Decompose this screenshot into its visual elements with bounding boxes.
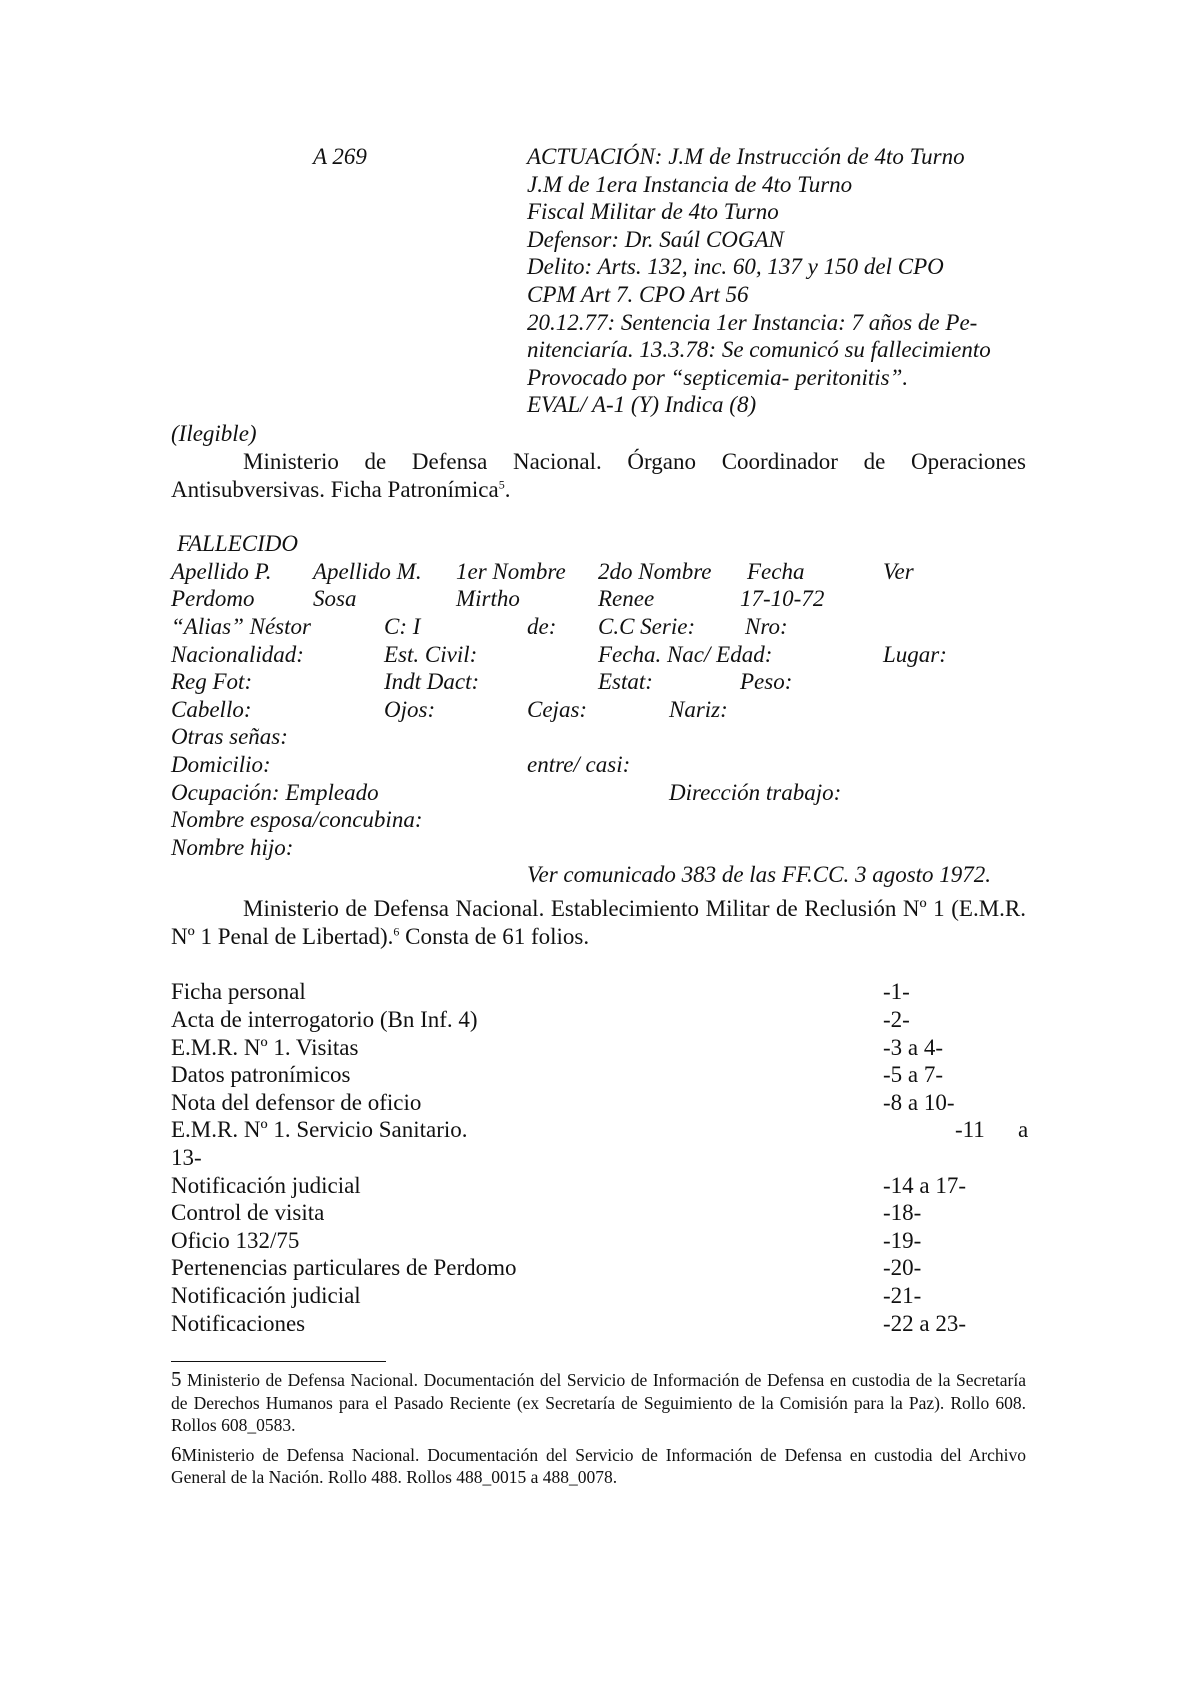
value-apellido-p: Perdomo — [171, 586, 255, 612]
footnote-ref: 5 — [498, 476, 505, 491]
label-nombre-hijo: Nombre hijo: — [171, 834, 294, 860]
label-peso: Peso: — [740, 669, 793, 695]
label-nacionalidad: Nacionalidad: — [171, 641, 304, 667]
label-de: de: — [527, 613, 557, 639]
folios-list — [171, 978, 1029, 1337]
value-nombre-2: Renee — [598, 586, 655, 612]
label-nombre-1: 1er Nombre — [456, 558, 566, 584]
list-item — [171, 1282, 1026, 1310]
footnote-6 — [171, 1443, 1026, 1489]
list-item — [171, 1254, 1026, 1282]
actuacion-line: 20.12.77: Sentencia 1er Instancia: 7 años de Pe- — [527, 309, 978, 335]
label-est-civil: Est. Civil: — [384, 641, 478, 667]
actuacion-line: Provocado por “septicemia- peritonitis”. — [527, 364, 909, 390]
footnote-ref: 6 — [393, 924, 400, 939]
actuacion-line: ACTUACIÓN: J.M de Instrucción de 4to Turno — [527, 144, 965, 169]
footnote-5 — [171, 1368, 1026, 1437]
label-entre-casi: entre/ casi: — [527, 751, 631, 777]
status-fallecido: FALLECIDO — [177, 531, 298, 557]
footnote-number: 6 — [171, 1441, 182, 1466]
actuacion-line: J.M de 1era Instancia de 4to Turno — [527, 171, 853, 197]
folio-pages: a — [1018, 1117, 1029, 1143]
paragraph-end: . — [504, 476, 511, 502]
label-nombre-esposa: Nombre esposa/concubina: — [171, 807, 423, 833]
folio-label: Notificaciones — [171, 1310, 306, 1336]
folio-label: E.M.R. Nº 1. Servicio Sanitario. — [171, 1117, 468, 1143]
label-fecha-nac: Fecha. Nac/ Edad: — [598, 641, 773, 667]
file-header — [171, 143, 1026, 446]
actuacion-line: nitenciaría. 13.3.78: Se comunicó su fallecimiento — [527, 337, 991, 363]
list-item — [171, 1089, 1026, 1117]
list-item — [171, 1172, 1026, 1200]
folio-label: Control de visita — [171, 1200, 325, 1226]
label-apellido-p: Apellido P. — [171, 558, 272, 584]
folio-pages: -21- — [883, 1282, 922, 1308]
list-item — [171, 1034, 1026, 1062]
folio-pages: -2- — [883, 1006, 910, 1032]
label-reg-fot: Reg Fot: — [171, 669, 253, 695]
folio-pages: -5 a 7- — [883, 1062, 944, 1088]
folio-label: Ficha personal — [171, 979, 306, 1005]
label-otras-senas: Otras señas: — [171, 724, 288, 750]
footnote-text: Ministerio de Defensa Nacional. Documentación del Servicio de Información de Defensa en custodia de la Secretaría de Derechos Humanos para el Pasado Reciente (ex Secretaría de Seguimiento de la Comisión para la Paz). Rollo 608. Rollos 608_0583. — [171, 1370, 1026, 1436]
list-item-continuation — [171, 1144, 1026, 1172]
list-item — [171, 1227, 1026, 1255]
list-item — [171, 1310, 1026, 1338]
list-item — [171, 1061, 1026, 1089]
paragraph-text: Ministerio de Defensa Nacional. Establecimiento Militar de Reclusión Nº 1 (E.M.R. Nº 1 Penal de Libertad). — [171, 896, 1026, 949]
illegible-note: (Ilegible) — [171, 421, 257, 446]
folio-pages: 13- — [171, 1144, 202, 1170]
ver-comunicado-note: Ver comunicado 383 de las FF.CC. 3 agosto 1972. — [527, 862, 992, 888]
folio-pages: -11 — [955, 1117, 985, 1143]
folio-label: Notificación judicial — [171, 1172, 361, 1198]
folio-pages: -14 a 17- — [883, 1172, 967, 1198]
folio-label: Pertenencias particulares de Perdomo — [171, 1255, 517, 1281]
list-item — [171, 1199, 1026, 1227]
paragraph-end: Consta de 61 folios. — [399, 923, 590, 949]
folio-label: E.M.R. Nº 1. Visitas — [171, 1034, 359, 1060]
footnote-text: Ministerio de Defensa Nacional. Documentación del Servicio de Información de Defensa en custodia del Archivo General de la Nación. Rollo 488. Rollos 488_0015 a 488_0078. — [171, 1444, 1026, 1488]
folio-label: Acta de interrogatorio (Bn Inf. 4) — [171, 1006, 478, 1032]
value-nombre-1: Mirtho — [456, 586, 520, 612]
folio-pages: -18- — [883, 1200, 922, 1226]
label-nombre-2: 2do Nombre — [598, 558, 712, 584]
paragraph-ficha-patronimica — [171, 448, 1026, 503]
actuacion-line: EVAL/ A-1 (Y) Indica (8) — [527, 392, 757, 418]
folio-label: Datos patronímicos — [171, 1062, 351, 1088]
actuacion-line: Fiscal Militar de 4to Turno — [527, 199, 779, 225]
label-lugar: Lugar: — [883, 641, 947, 667]
label-nariz: Nariz: — [669, 696, 728, 722]
label-ci: C: I — [384, 613, 421, 639]
list-item — [171, 978, 1026, 1006]
label-indt-dact: Indt Dact: — [384, 669, 480, 695]
list-item — [171, 1006, 1026, 1034]
value-apellido-m: Sosa — [313, 586, 357, 612]
actuacion-block — [527, 143, 1026, 419]
label-cabello: Cabello: — [171, 696, 252, 722]
folio-pages: -1- — [883, 979, 910, 1005]
folio-pages: -22 a 23- — [883, 1310, 967, 1336]
file-reference: A 269 — [313, 144, 367, 169]
list-item — [171, 1116, 1029, 1144]
label-cc-serie: C.C Serie: — [598, 613, 696, 639]
label-nro: Nro: — [745, 613, 788, 639]
value-fecha: 17-10-72 — [740, 586, 825, 612]
paragraph-text: Ministerio de Defensa Nacional. Órgano Coordinador de Operaciones Antisubversivas. Ficha Patronímica — [171, 449, 1026, 502]
label-ocupacion: Ocupación: Empleado — [171, 779, 379, 805]
label-cejas: Cejas: — [527, 696, 588, 722]
folio-pages: -8 a 10- — [883, 1089, 955, 1115]
folio-pages: -20- — [883, 1255, 922, 1281]
folio-pages: -19- — [883, 1227, 922, 1253]
label-fecha: Fecha — [747, 558, 805, 584]
footnote-divider — [171, 1361, 386, 1362]
actuacion-line: Defensor: Dr. Saúl COGAN — [527, 226, 784, 252]
ficha-patronimica — [171, 530, 1026, 888]
label-direccion-trabajo: Dirección trabajo: — [669, 779, 842, 805]
label-estat: Estat: — [598, 669, 653, 695]
label-ojos: Ojos: — [384, 696, 436, 722]
label-apellido-m: Apellido M. — [313, 558, 422, 584]
folio-label: Notificación judicial — [171, 1282, 361, 1308]
paragraph-emr-penal-libertad — [171, 895, 1026, 950]
actuacion-line: Delito: Arts. 132, inc. 60, 137 y 150 del CPO — [527, 254, 944, 280]
document-page — [171, 143, 1029, 1489]
footnote-number: 5 — [171, 1367, 182, 1392]
label-alias: “Alias” Néstor — [171, 613, 311, 639]
folio-pages: -3 a 4- — [883, 1034, 944, 1060]
actuacion-line: CPM Art 7. CPO Art 56 — [527, 281, 749, 307]
folio-label: Nota del defensor de oficio — [171, 1089, 422, 1115]
label-domicilio: Domicilio: — [171, 751, 271, 777]
folio-label: Oficio 132/75 — [171, 1227, 300, 1253]
label-ver: Ver — [883, 558, 914, 584]
